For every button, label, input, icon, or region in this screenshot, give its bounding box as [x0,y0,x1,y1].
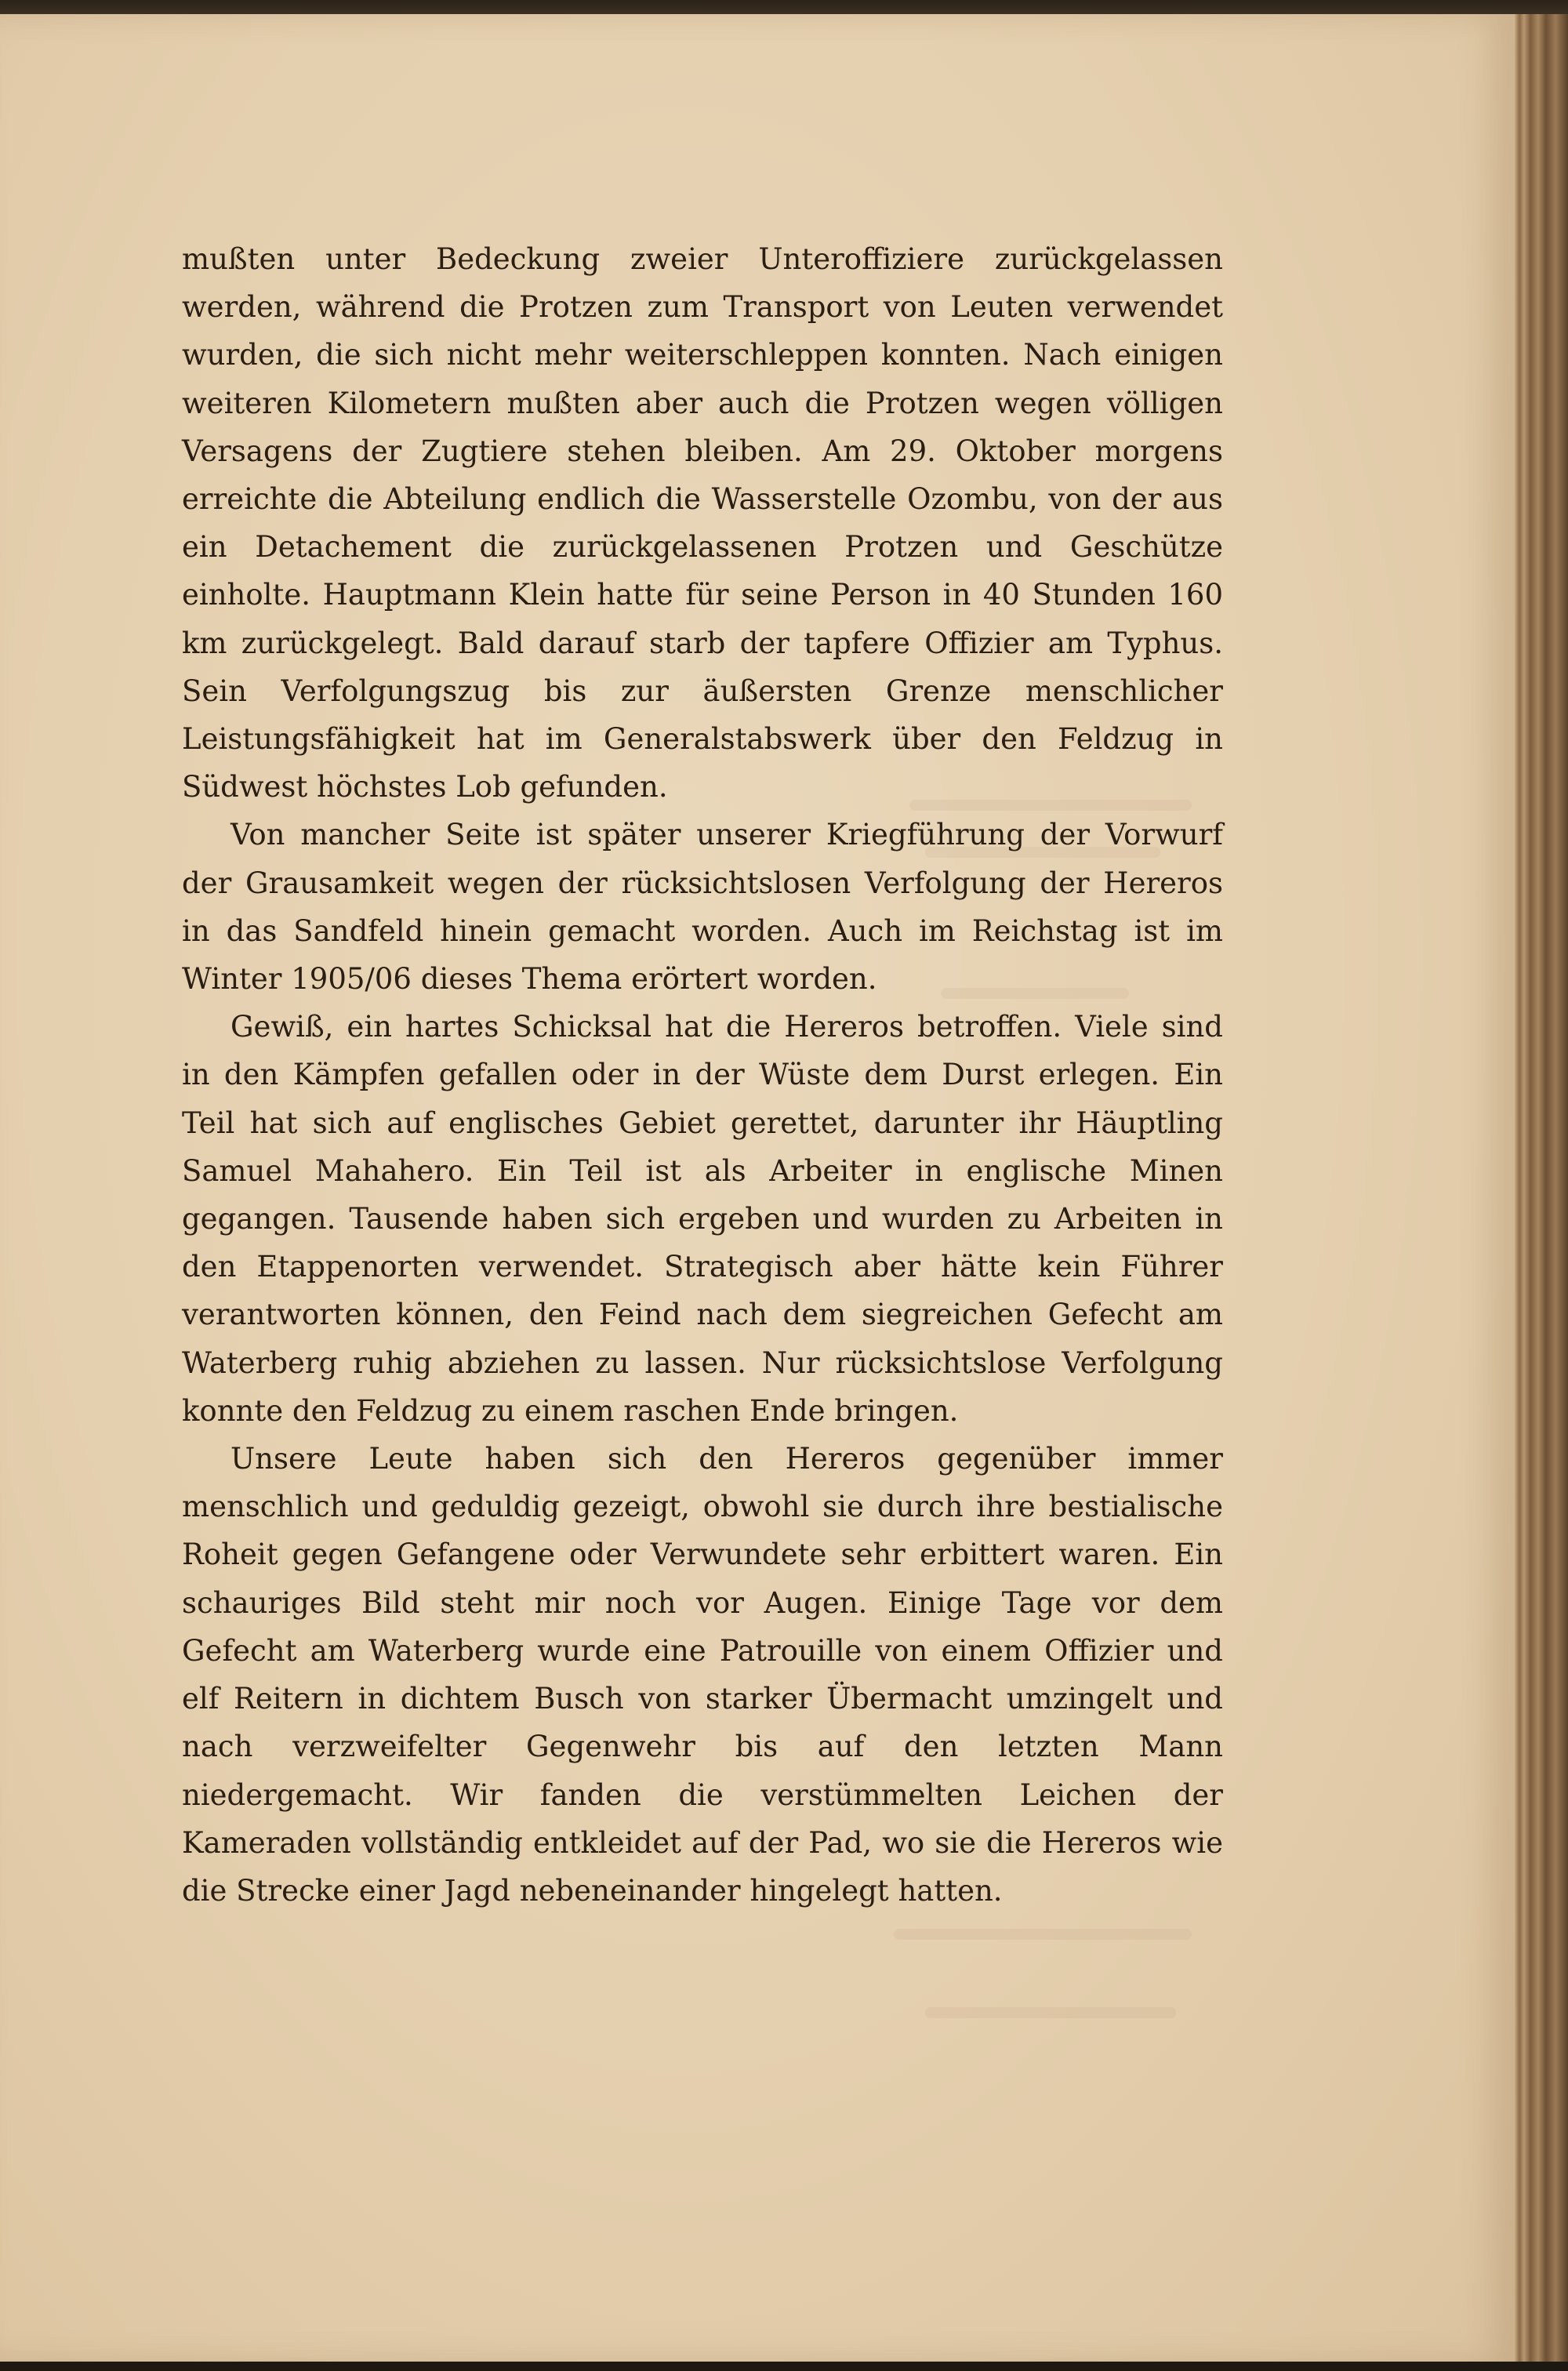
bottom-edge [0,2362,1568,2371]
show-through-smudge [894,1929,1192,1940]
paragraph: Unsere Leute haben sich den Hereros gegenüber immer menschlich und geduldig gezeigt, obwohl sie durch ihre bestialische Roheit gegen Gefangene oder Verwundete sehr erbittert waren. Ein schauriges Bild steht mir noch vor Augen. Einige Tage vor dem Gefecht am Waterberg wurde eine Patrouille von einem Offizier und elf Reitern in dichtem Busch von starker Übermacht umzingelt und nach verzweifelter Gegenwehr bis auf den letzten Mann niedergemacht. Wir fanden die verstümmelten Leichen der Kameraden vollständig entkleidet auf der Pad, wo sie die Hereros wie die Strecke einer Jagd nebeneinander hingelegt hatten. [182,1442,1223,1908]
paragraph: mußten unter Bedeckung zweier Unteroffiziere zurückgelassen werden, während die Protzen zum Transport von Leuten verwendet wurden, die sich nicht mehr weiterschleppen konnten. Nach einigen weiteren Kilometern mußten aber auch die Protzen wegen völligen Versagens der Zugtiere stehen bleiben. Am 29. Oktober morgens erreichte die Abteilung endlich die Wasserstelle Ozombu, von der aus ein Detachement die zurückgelassenen Protzen und Geschütze einholte. Hauptmann Klein hatte für seine Person in 40 Stunden 160 km zurückgelegt. Bald darauf starb der tapfere Offizier am Typhus. Sein Verfolgungszug bis zur äußersten Grenze menschlicher Leistungsfähigkeit hat im Generalstabswerk über den Feldzug in Südwest höchstes Lob gefunden. [182,242,1223,804]
book-spine-gutter [1515,14,1568,2362]
body-text [182,235,1223,1915]
paragraph: Gewiß, ein hartes Schicksal hat die Hereros betroffen. Viele sind in den Kämpfen gefallen oder in der Wüste dem Durst erlegen. Ein Teil hat sich auf englisches Gebiet gerettet, darunter ihr Häuptling Samuel Mahahero. Ein Teil ist als Arbeiter in englische Minen gegangen. Tausende haben sich ergeben und wurden zu Arbeiten in den Etappenorten verwendet. Strategisch aber hätte kein Führer verantworten können, den Feind nach dem siegreichen Gefecht am Waterberg ruhig abziehen zu lassen. Nur rücksichtslose Verfolgung konnte den Feldzug zu einem raschen Ende bringen. [182,1010,1223,1428]
top-edge [0,0,1568,14]
paragraph: Von mancher Seite ist später unserer Kriegführung der Vorwurf der Grausamkeit wegen der rücksichtslosen Verfolgung der Hereros in das Sandfeld hinein gemacht worden. Auch im Reichstag ist im Winter 1905/06 dieses Thema erörtert worden. [182,818,1223,997]
show-through-smudge [925,2007,1176,2018]
